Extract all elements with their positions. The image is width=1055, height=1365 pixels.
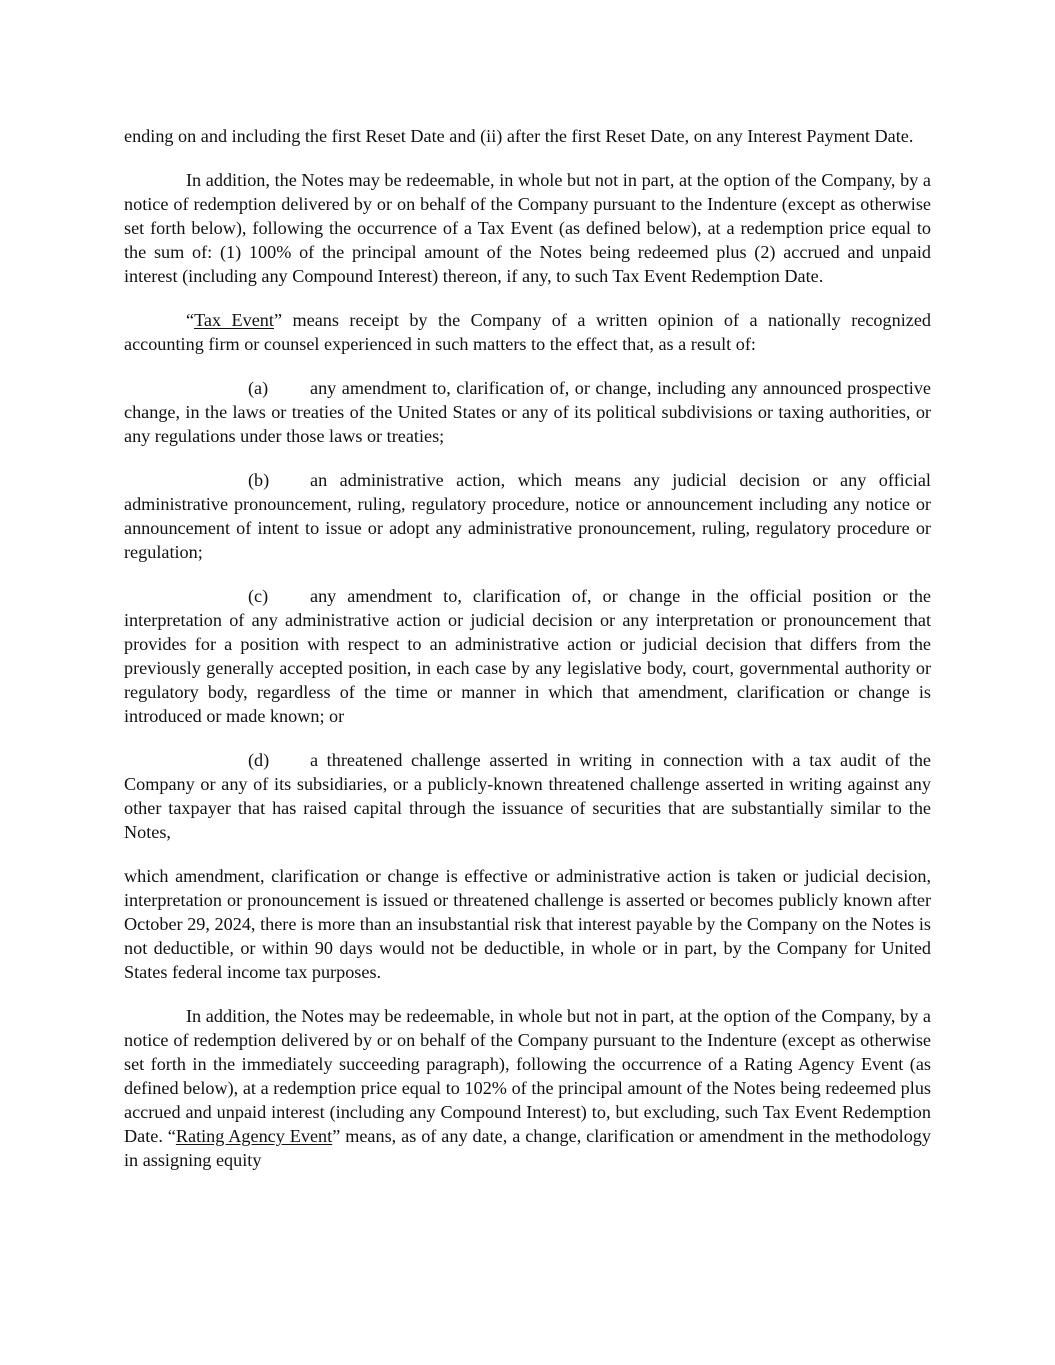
list-item-label: (d) — [248, 750, 270, 770]
list-item-label: (c) — [248, 586, 269, 606]
list-item-b — [124, 468, 931, 564]
list-item-label: (b) — [248, 470, 270, 490]
paragraph-tax-event-conclusion: which amendment, clarification or change is effective or administrative action is taken or judicial decision, interpretation or pronouncement is issued or threatened challenge is asserted or becomes publicly known after October 29, 2024, there is more than an insubstantial risk that interest payable by the Company on the Notes is not deductible, or within 90 days would not be deductible, in whole or in part, by the Company for United States federal income tax purposes. — [124, 866, 931, 982]
paragraph-rating-agency-event — [124, 1004, 931, 1172]
definition-text: ” means receipt by the Company of a written opinion of a nationally recognized accounting firm or counsel experienced in such matters to the effect that, as a result of: — [124, 310, 932, 354]
paragraph-tax-event-definition — [124, 308, 931, 356]
list-item-text: a threatened challenge asserted in writing in connection with a tax audit of the Company or any of its subsidiaries, or a publicly-known threatened challenge asserted in writing against any other taxpayer that has raised capital through the issuance of securities that are substantially similar to the Notes, — [124, 750, 931, 842]
list-item-d — [124, 748, 931, 844]
list-item-c — [124, 584, 931, 728]
paragraph-tax-event-redemption: In addition, the Notes may be redeemable, in whole but not in part, at the option of the Company, by a notice of redemption delivered by or on behalf of the Company pursuant to the Indenture (except as otherwise set forth below), following the occurrence of a Tax Event (as defined below), at a redemption price equal to the sum of: (1) 100% of the principal amount of the Notes being redeemed plus (2) accrued and unpaid interest (including any Compound Interest) thereon, if any, to such Tax Event Redemption Date. — [124, 170, 931, 286]
open-quote: “ — [186, 310, 195, 330]
list-item-text: any amendment to, clarification of, or change in the official position or the interpretation of any administrative action or judicial decision or any interpretation or pronouncement that provides for a position with respect to an administrative action or judicial decision that differs from the previously generally accepted position, in each case by any legislative body, court, governmental authority or regulatory body, regardless of the time or manner in which that amendment, clarification or change is introduced or made known; or — [124, 586, 931, 726]
defined-term-tax-event: Tax Event — [194, 310, 274, 330]
list-item-a — [124, 376, 931, 448]
document-page — [124, 124, 931, 1172]
list-item-text: an administrative action, which means any judicial decision or any official administrative pronouncement, ruling, regulatory procedure, notice or announcement including any notice or announcement of intent to issue or adopt any administrative pronouncement, ruling, regulatory procedure or regulation; — [124, 470, 931, 562]
paragraph-continuation: ending on and including the first Reset Date and (ii) after the first Reset Date, on any Interest Payment Date. — [124, 126, 914, 146]
paragraph-text: In addition, the Notes may be redeemable, in whole but not in part, at the option of the Company, by a notice of redemption delivered by or on behalf of the Company pursuant to the Indenture (except as otherwise set forth in the immediately succeeding paragraph), following the occurrence of a Rating Agency Event (as defined below), at a redemption price equal to 102% of the principal amount of the Notes being redeemed plus accrued and unpaid interest (including any Compound Interest) to, but excluding, such Tax Event Redemption Date. “ — [124, 1006, 931, 1146]
defined-term-rating-agency-event: Rating Agency Event — [175, 1126, 333, 1146]
definition-text: ” means, as of any date, a change, clarification or amendment in the methodology in assigning equity — [124, 1126, 931, 1170]
list-item-text: any amendment to, clarification of, or change, including any announced prospective change, in the laws or treaties of the United States or any of its political subdivisions or taxing authorities, or any regulations under those laws or treaties; — [124, 378, 931, 446]
list-item-label: (a) — [248, 378, 269, 398]
